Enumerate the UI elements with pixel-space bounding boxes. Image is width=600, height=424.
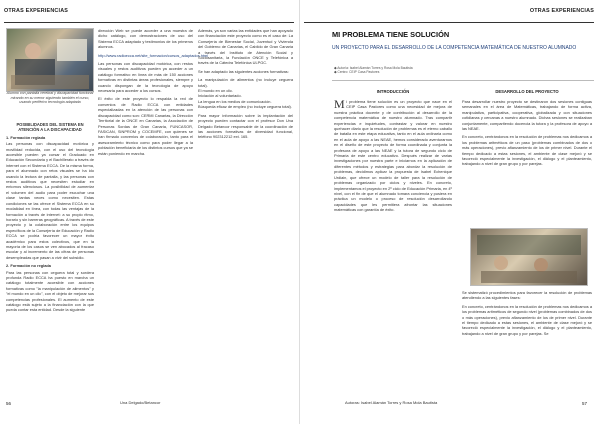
paragraph: Las personas con discapacidad motórica, con restos visuales y restos auditivos pueden ya acceder a un catálogo formativo en línea de más de 150 acciones formativas en distintas áreas profesionales, siempre y cuando dispongan de la tecnología de apoyo necesaria para acceder a los cursos.	[98, 61, 193, 94]
student-photo	[6, 28, 94, 92]
left-column-1	[6, 118, 94, 316]
right-page-footer: Autoras: Isabel Alamán Torres y Rosa Mola Bautista	[345, 400, 438, 405]
right-page-header: OTRAS EXPERIENCIAS	[304, 8, 594, 23]
list-item: Búsqueda eficaz de empleo (no incluye ceguera total).	[198, 104, 292, 110]
left-page-header: OTRAS EXPERIENCIAS	[4, 8, 294, 23]
left-column-3	[198, 28, 293, 143]
right-column-2-continued	[462, 290, 592, 339]
article-subtitle: UN PROYECTO PARA EL DESARROLLO DE LA COMPETENCIA MATEMÁTICA DE NUESTRO ALUMNADO	[332, 45, 577, 51]
subsection-title: 1. Formación reglada	[6, 134, 46, 140]
list-item: La lengua en los medios de comunicación.	[198, 98, 272, 104]
photo-scene-icon	[7, 29, 93, 91]
photo-scene-icon	[471, 229, 587, 285]
paragraph: En concreto, centrándonos en la resolución de problemas nos dedicamos a los problemas aritméticos de un paso (problemas combinados de dos o más operaciones), previo afianzamiento de los de primer nivel. Durante el tiempo dedicado a estas sesiones, el ambiente de clase mejoró y se favoreció especialmente la investigación, el diálogo y el planteamiento, trabajando a nivel de gran grupo y por parejas.	[462, 134, 592, 167]
paragraph: Para mayor información sobre la implantación del proyecto pueden contactar con el profesor Don Una Delgado Betancor responsable de la coordinación de las acciones formativas de diversidad funcional, teléfono 902312212 ext. 165.	[198, 112, 293, 140]
classroom-photo	[470, 228, 588, 286]
paragraph: En concreto, centrándonos en la resolución de problemas nos dedicamos a los problemas aritméticos de segundo nivel (problemas combinados de dos o más operaciones), previo afianzamiento de los de primer nivel. Durante el tiempo dedicado a estas sesiones, el ambiente de clase mejoró y se favoreció especialmente la investigación, el diálogo y el planteamiento, trabajando a nivel de gran grupo y por parejas. Se	[462, 303, 592, 336]
intro-heading: INTRODUCCIÓN	[376, 89, 410, 94]
paragraph: Se sistematizó procedimientos para favorecer la resolución de problemas atendiendo a las siguientes fases:	[462, 290, 592, 301]
paragraph: dirección Web se puede acceder a una muestra de dicho catálogo, con demostraciones de uso del Sistema ECCA adaptado y testimonios de los primeros alumnos.	[98, 28, 193, 50]
subsection-title: 2. Formación no reglada	[6, 263, 51, 269]
right-column-2	[462, 99, 592, 170]
author-line: ◆ Autor/a: Isabel Alamán Torres y Rosa Mola Bautista	[334, 66, 413, 70]
paragraph: Para desarrollar nuestro proyecto se destinaron dos sesiones contiguas semanales en el área de Matemáticas, trabajando de forma activa, manipulativa, participativa, cooperativa, globalizada y con situaciones cotidianas y cercanas a nuestro alumnado. Dichas sesiones se realizaban conjuntamente, compartiendo docencia la tutora y la profesora de apoyo a las NEAE.	[462, 99, 592, 132]
left-column-2	[98, 28, 209, 159]
article-credits	[334, 66, 413, 75]
paragraph: Para las personas con ceguera total y sordera profunda Radio ECCA ha puesto en marcha un catálogo totalmente accesible con acciones formativas como "la manipulación de alimentos" y "el mundo en un clic", con el objeto de mejorar sus competencias profesionales. El aumento de este catálogo está sujeto a la financiación con la que pueda contar esta entidad. Desde la siguiente	[6, 269, 94, 313]
list-item: La manipulación de alimentos (no incluye ceguera total).	[198, 77, 293, 88]
development-heading: DESARROLLO DEL PROYECTO	[495, 89, 559, 94]
left-page-footer: Una Delgado/Betancor	[120, 400, 161, 405]
list-item: El mundo en un clic.	[198, 88, 234, 94]
paragraph: El éxito de este proyecto lo respalda la red de convenios de Radio ECCA con entidades especializadas en la atención de las personas con discapacidad como son: CERMI Canarias, la Dirección Territorial de la ONCE en Canarias, la Asociación de Personas Sordas de Gran Canaria, FUNCASOR, FASICAN, SINPROM y COCEMFE, con quienes se han firmado convenios de colaboración, tanto para el asesoramiento técnico como para poder llegar a la población beneficiaria de los distintos cursos que ya se están poniendo en marcha.	[98, 96, 193, 156]
paragraph: Las personas con discapacidad motórica y movilidad reducida, con el uso del tecnología accesible pueden ya cursar el Graduado en Educación Secundaria y el Bachillerato a través de internet con el Sistema ECCA. De la misma forma, para el alumnado con retos visuales se ha ido usando la lectura de pantalla, y las personas con restos auditivos que necesiten estudiar en entornos silenciosos. La posibilidad de aumentar el volumen del audio para poder escuchar una clase tantas veces como necesiten. Estas condiciones se las ofrece el Sistema ECCA en su modalidad en línea, con todas las ventajas de la formación a través de internet: a su propio ritmo, horario y sin barreras geográficas. A través de este proyecto y la colaboración entre los equipos específicos de la Consejería de Educación y Radio ECCA se podría favorecer un mayor éxito académico para estos colectivos, que en la mayoría de los casos se ven abocados al fracaso escolar y al incremento de las cifras de personas desempleadas que pasan a vivir del subsidio.	[6, 141, 94, 260]
center-line: ◆ Centro: CEIP Casa Pastores	[334, 70, 380, 75]
link-url[interactable]: http://www.radioecca.net/site_formacion/cursos_adaptados.html	[98, 52, 209, 58]
right-page-number: 57	[582, 401, 588, 406]
drop-cap: M	[334, 97, 345, 111]
article-title: MI PROBLEMA TIENE SOLUCIÓN	[332, 30, 450, 39]
paragraph: Además, ya son varias las entidades que han apoyado con financiación este proyecto como es el caso de: La Consejería de Bienestar Social, Juventud y Vivienda del Gobierno de Canarias, el Cabildo de Gran Canaria a través del Instituto de Atención Social y Sociosanitaria, la Fundación ONCE y Telefónica a través de la Cátedra Telefónica ULPGC.	[198, 28, 293, 66]
paragraph: Mi problema tiene solución es un proyecto que nace en el CEIP Casa Pastores como una necesidad de mejora de nuestra práctica docente y de contribución al desarrollo de la competencia matemática de nuestro alumnado. Tras compartir experiencias e inquietudes, contrastar y valorar en nuestro quehacer diario que la resolución de problemas es el eterno caballo de batalla en este etapa educativa, tanto en el aula ordinaria como en el aula de apoyo a las NEAE, hemos considerado aventurarnos en el diseño de este proyecto de forma coordinada y conjunta la profesora de apoyo a las NEAE y la tutora de segundo ciclo de Primaria de este centro educativo. Después realizar de varias investigaciones por nuestra parte e iniciarnos en la aplicación de diferentes métodos y estrategias para abordar la resolución de problemas, decidimos aplicar la propuesta de Isabel Echenique Urdiain, que ofrece un modelo de taller para la resolución de problemas organizado por ciclos y niveles. En concreto, implementamos el proyecto en 2º ciclo de Educación Primaria, en 4º nivel, con el fin de que el alumnado tomara conciencia y pusiera en práctica un modelo o proceso de resolución desarrollando capacidades que les permitiera afrontar las situaciones matemáticas con garantía de éxito.	[334, 97, 452, 213]
left-page-number: 56	[6, 401, 12, 406]
page-gutter	[299, 0, 300, 424]
photo-caption: Alumno con pantalla cerebral y discapacidad funcional mirando en su menor siguiendo también el curso, usando periférico tecnología adaptada	[6, 91, 94, 105]
right-column-1	[334, 99, 452, 216]
section-heading: POSIBILIDADES DEL SISTEMA EN ATENCIÓN A LA DISCAPACIDAD	[16, 122, 84, 133]
paragraph: Se han adaptado las siguientes acciones formativas:	[198, 68, 289, 74]
list-item: Iniciación al voluntariado.	[198, 93, 242, 99]
title-divider	[332, 80, 594, 81]
